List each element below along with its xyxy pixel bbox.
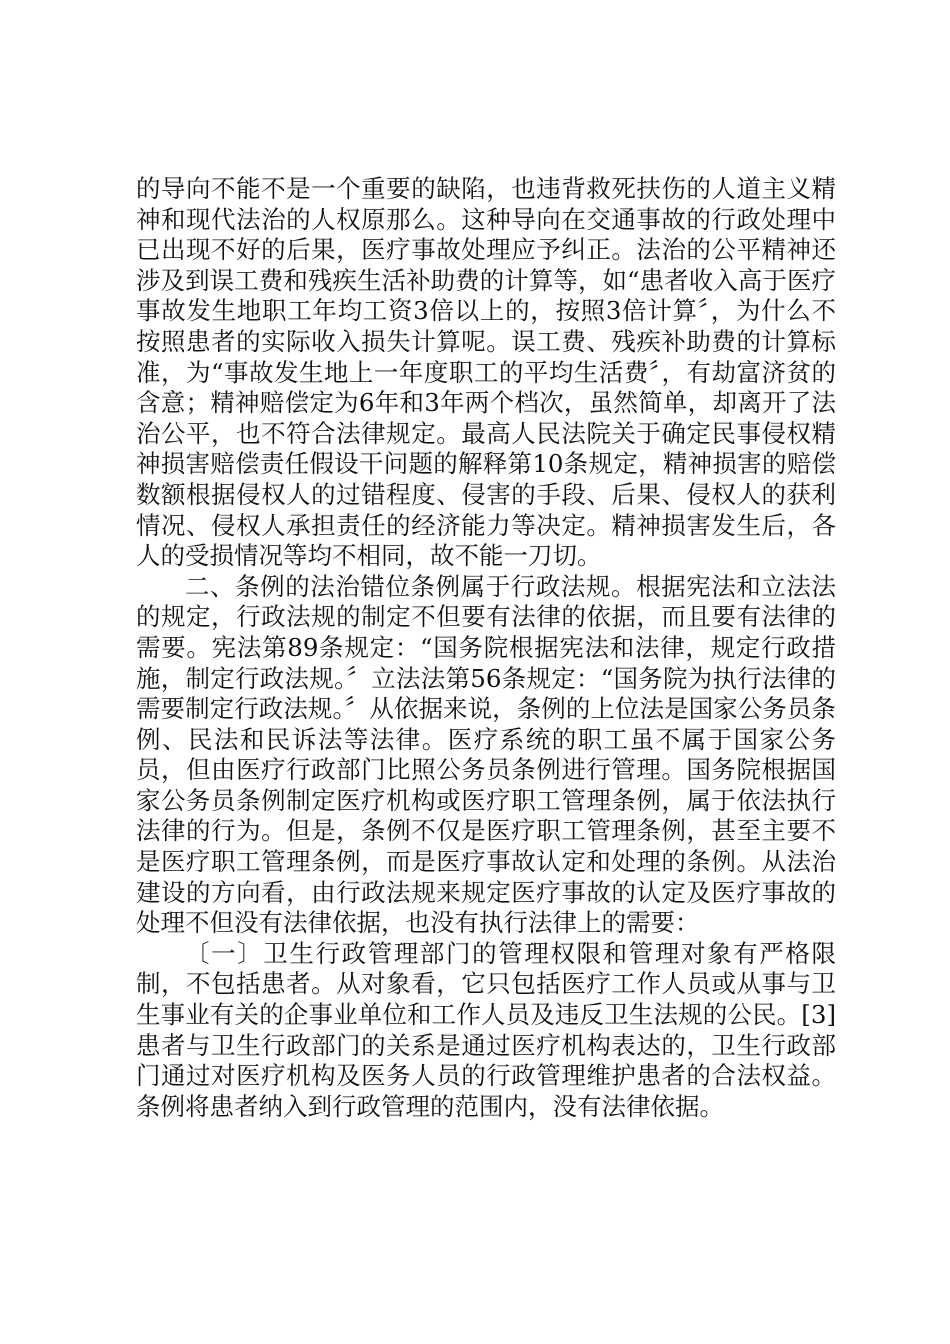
paragraph-3: 〔一〕卫生行政管理部门的管理权限和管理对象有严格限制，不包括患者。从对象看，它只包括医疗工作人员或从事与卫生事业有关的企事业单位和工作人员及违反卫生法规的公民。[3]患者与卫生行政部门的关系是通过医疗机构表达的，卫生行政部门通过对医疗机构及医务人员的行政管理维护患者的合法权益。条例将患者纳入到行政管理的范围内，没有法律依据。: [136, 938, 836, 1121]
paragraph-2: 二、条例的法治错位条例属于行政法规。根据宪法和立法法的规定，行政法规的制定不但要有法律的依据，而且要有法律的需要。宪法第89条规定：“国务院根据宪法和法律，规定行政措施，制定行政法规。〞立法法第56条规定：“国务院为执行法律的需要制定行政法规。〞从依据来说，条例的上位法是国家公务员条例、民法和民诉法等法律。医疗系统的职工虽不属于国家公务员，但由医疗行政部门比照公务员条例进行管理。国务院根据国家公务员条例制定医疗机构或医疗职工管理条例，属于依法执行法律的行为。但是，条例不仅是医疗职工管理条例，甚至主要不是医疗职工管理条例，而是医疗事故认定和处理的条例。从法治建设的方向看，由行政法规来规定医疗事故的认定及医疗事故的处理不但没有法律依据，也没有执行法律上的需要：: [136, 571, 836, 938]
paragraph-1: 的导向不能不是一个重要的缺陷，也违背救死扶伤的人道主义精神和现代法治的人权原那么。这种导向在交通事故的行政处理中已出现不好的后果，医疗事故处理应予纠正。法治的公平精神还涉及到误工费和残疾生活补助费的计算等，如“患者收入高于医疗事故发生地职工年均工资3倍以上的，按照3倍计算〞，为什么不按照患者的实际收入损失计算呢。误工费、残疾补助费的计算标准，为“事故发生地上一年度职工的平均生活费〞，有劫富济贫的含意；精神赔偿定为6年和3年两个档次，虽然简单，却离开了法治公平，也不符合法律规定。最高人民法院关于确定民事侵权精神损害赔偿责任假设干问题的解释第10条规定，精神损害的赔偿数额根据侵权人的过错程度、侵害的手段、后果、侵权人的获利情况、侵权人承担责任的经济能力等决定。精神损害发生后，各人的受损情况等均不相同，故不能一刀切。: [136, 174, 836, 571]
body-text: [136, 174, 836, 1122]
